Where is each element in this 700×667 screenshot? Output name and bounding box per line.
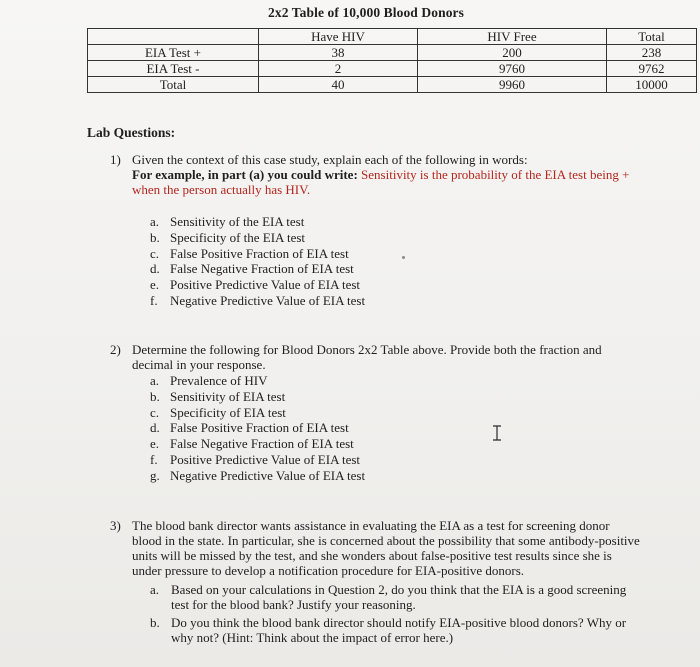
- stray-mark: [402, 256, 405, 259]
- item-text: False Positive Fraction of EIA test: [170, 420, 349, 436]
- item-letter: d.: [150, 261, 160, 277]
- question-body: [132, 342, 677, 372]
- list-item: [150, 230, 365, 246]
- header-cell: Have HIV: [259, 29, 418, 45]
- table-cell: 9762: [607, 61, 697, 77]
- item-letter: b.: [150, 229, 160, 245]
- table-cell: 2: [259, 61, 418, 77]
- list-item: [150, 214, 365, 230]
- list-item: [150, 405, 365, 421]
- header-cell: HIV Free: [418, 29, 607, 45]
- question-2-list: [150, 373, 365, 484]
- table-row: [88, 61, 697, 77]
- list-item: [150, 436, 365, 452]
- item-letter: c.: [150, 404, 160, 420]
- item-text-continued: test for the blood bank? Justify your reasoning.: [171, 597, 416, 612]
- example-label: For example, in part (a) you could write:: [132, 167, 362, 182]
- list-item: [150, 468, 365, 484]
- table-cell: 9960: [418, 77, 607, 93]
- example-answer: Sensitivity is the probability of the EIA test being +: [361, 167, 630, 182]
- list-item: [150, 582, 685, 612]
- header-cell: Total: [607, 29, 697, 45]
- item-letter: a.: [150, 582, 160, 597]
- table-cell: Total: [88, 77, 259, 93]
- question-body: [132, 518, 692, 578]
- item-letter: e.: [150, 436, 160, 452]
- question-text: The blood bank director wants assistance in evaluating the EIA as a test for screening donor: [132, 518, 610, 533]
- question-text: Determine the following for Blood Donors 2x2 Table above. Provide both the fraction and: [132, 342, 602, 357]
- list-item: [150, 452, 365, 468]
- item-text: False Negative Fraction of EIA test: [170, 436, 354, 452]
- blood-donor-table: [87, 28, 697, 93]
- lab-questions-heading: Lab Questions:: [87, 125, 176, 140]
- item-text: Specificity of the EIA test: [170, 229, 306, 245]
- list-item: [150, 389, 365, 405]
- table-cell: EIA Test -: [88, 61, 259, 77]
- question-1-list: [150, 214, 365, 309]
- item-letter: d.: [150, 420, 160, 436]
- item-letter: e.: [150, 277, 160, 293]
- item-text: Based on your calculations in Question 2, do you think that the EIA is a good screening: [171, 582, 627, 597]
- list-item: [150, 373, 365, 389]
- list-item: [150, 246, 365, 262]
- table-title: 2x2 Table of 10,000 Blood Donors: [268, 5, 464, 20]
- item-text: Positive Predictive Value of EIA test: [170, 451, 361, 467]
- question-text: blood in the state. In particular, she is concerned about the possibility that some antibody-positive: [132, 533, 640, 548]
- item-letter: f.: [150, 292, 158, 308]
- question-text-continued: decimal in your response.: [132, 357, 266, 372]
- list-item: [150, 277, 365, 293]
- item-letter: g.: [150, 467, 160, 483]
- item-text: False Positive Fraction of EIA test: [170, 245, 349, 261]
- example-answer-continued: when the person actually has HIV.: [132, 182, 311, 197]
- header-cell: [88, 29, 259, 45]
- table-cell: EIA Test +: [88, 45, 259, 61]
- item-text: Prevalence of HIV: [170, 373, 268, 388]
- item-letter: b.: [150, 388, 160, 404]
- item-text: False Negative Fraction of EIA test: [170, 261, 354, 277]
- table-cell: 9760: [418, 61, 607, 77]
- example-line: [132, 167, 677, 182]
- question-text: units will be missed by the test, and she wonders about false-positive test results since she is: [132, 548, 612, 563]
- item-letter: a.: [150, 214, 160, 229]
- question-number: 2): [110, 342, 121, 357]
- text-cursor-icon: [492, 425, 502, 446]
- item-letter: c.: [150, 245, 160, 261]
- table-row: [88, 77, 697, 93]
- item-letter: f.: [150, 451, 158, 467]
- question-body: [132, 152, 677, 197]
- table-cell: 10000: [607, 77, 697, 93]
- table-cell: 40: [259, 77, 418, 93]
- item-text-continued: why not? (Hint: Think about the impact of error here.): [171, 630, 454, 645]
- table-cell: 38: [259, 45, 418, 61]
- table-row: [88, 45, 697, 61]
- list-item: [150, 293, 365, 309]
- list-item: [150, 615, 685, 645]
- item-text: Positive Predictive Value of EIA test: [170, 277, 361, 293]
- item-text: Specificity of EIA test: [170, 404, 286, 420]
- item-text: Do you think the blood bank director should notify EIA-positive blood donors? Why or: [171, 615, 627, 630]
- item-text: Negative Predictive Value of EIA test: [170, 467, 366, 483]
- table-cell: 200: [418, 45, 607, 61]
- list-item: [150, 261, 365, 277]
- item-text: Sensitivity of the EIA test: [170, 214, 305, 229]
- table-cell: 238: [607, 45, 697, 61]
- item-text: Sensitivity of EIA test: [170, 388, 286, 404]
- question-text: under pressure to develop a notification procedure for EIA-positive donors.: [132, 563, 525, 578]
- question-3-list: [150, 582, 685, 648]
- table-header-row: [88, 29, 697, 45]
- question-number: 3): [110, 518, 121, 533]
- question-number: 1): [110, 152, 121, 167]
- question-text: Given the context of this case study, explain each of the following in words:: [132, 152, 528, 167]
- item-letter: a.: [150, 373, 160, 388]
- item-letter: b.: [150, 615, 160, 630]
- list-item: [150, 420, 365, 436]
- item-text: Negative Predictive Value of EIA test: [170, 292, 366, 308]
